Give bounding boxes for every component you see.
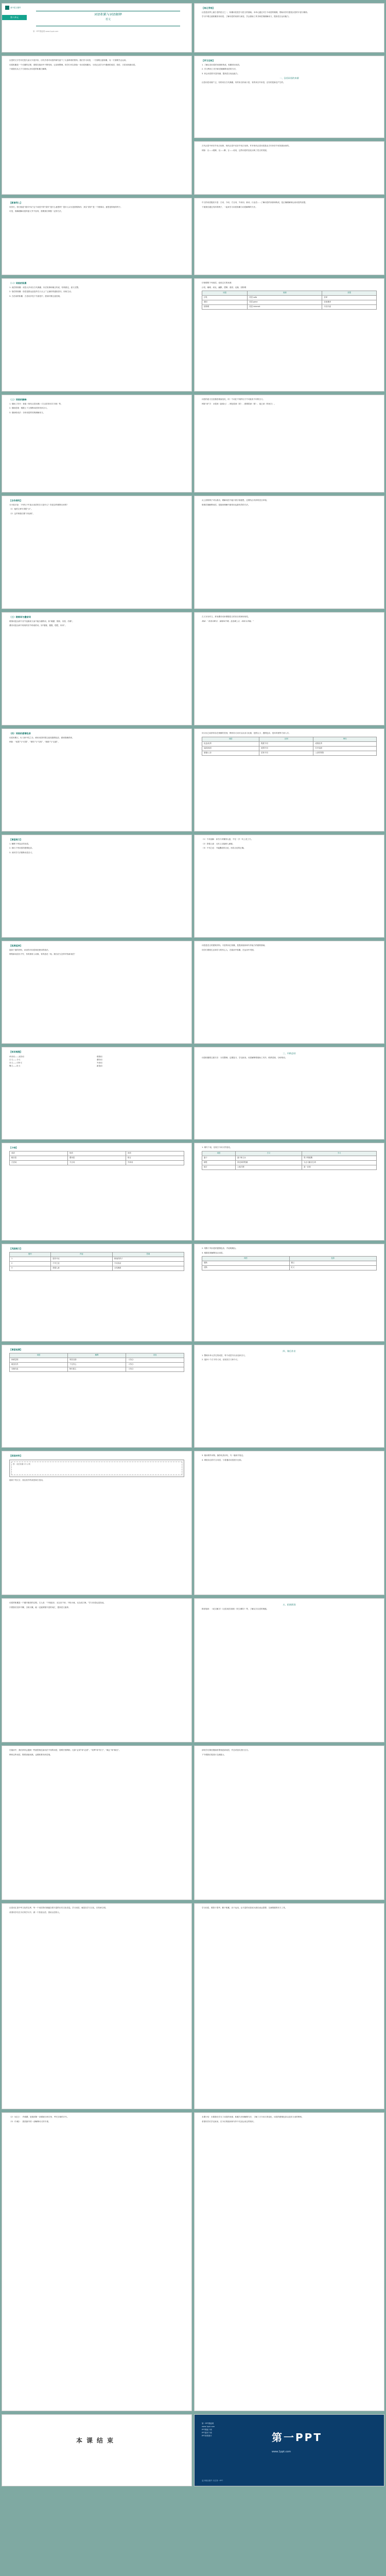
slide-36	[2, 1903, 192, 2109]
ppt-logo: 第一PPT	[272, 2431, 322, 2444]
table-cell: 武断	[202, 1266, 290, 1270]
paragraph: 词语积累要注重方法：分类整理、定期复习、学以致用。词语解释要借助工具书、联系语境、分析构词。	[202, 1056, 287, 1059]
lesson-title: 词语积累与词语解释	[94, 13, 122, 16]
paragraph: 3. 用所学方法推断词语含义。	[9, 851, 34, 854]
slide-end	[2, 2414, 192, 2486]
slide-ppt-ad	[194, 2414, 384, 2486]
slide-heading: （四）词语的感情色彩	[9, 732, 31, 735]
end-title: 本课结束	[76, 2437, 117, 2444]
paragraph: 希望同学们学以致用，在今后的阅读和写作中灵活运用这些知识。	[202, 2120, 256, 2123]
slide-heading: （二）词语的解释	[9, 398, 27, 401]
table-cell: 3	[10, 1266, 51, 1270]
table-header: 例句	[313, 737, 377, 741]
paragraph: 汉语是世界上最古老的语言之一，积累词语是学习语文的基础。本单元通过对古今词语的梳理，帮助同学们感受汉语的丰富与精妙。	[202, 11, 309, 13]
paragraph: 2. 借助语境：根据上下文推断词语的具体含义。	[9, 407, 49, 410]
table-row	[10, 1156, 184, 1160]
data-table	[202, 1151, 377, 1170]
table-row	[202, 1156, 377, 1160]
table-cell: 英语 sofa	[248, 296, 322, 300]
slide-26	[2, 1244, 192, 1342]
table-cell: 不刊之论	[51, 1261, 113, 1266]
slide-heading: （一）词语的积累	[9, 282, 27, 284]
list-item: 2. 学习利用工具书和语境解释词语的方法。	[202, 68, 238, 71]
ad-link[interactable]: PPT背景图片	[202, 2435, 212, 2437]
slide-heading: 【学习目标】	[202, 59, 215, 62]
slide-09	[194, 278, 384, 392]
table-row	[202, 305, 377, 310]
table-cell: 差强人意	[51, 1266, 113, 1270]
paragraph: 请同学们课后继续收集易混淆词语，并尝试造句进行区分。	[202, 1749, 250, 1751]
paragraph: 例如：目——眼睛，足——脚，言——说话，这些词语的变化反映了语言的发展。	[202, 149, 269, 151]
paragraph: 阅读下面的材料，谈谈你对词语规范使用的看法。	[9, 948, 50, 951]
subject-tag: 语文	[105, 18, 111, 21]
table-row	[202, 300, 377, 305]
list-item: 古义——今义	[9, 1058, 21, 1061]
table-cell: 不可改动	[112, 1261, 184, 1266]
list-item: 1. 了解汉语词语的来源和构成，积累常用词语。	[202, 63, 241, 66]
slide-25	[194, 1143, 384, 1241]
slide-17	[194, 728, 384, 832]
data-table	[9, 1353, 184, 1372]
paragraph: 3. 借助构词法：分析词语的结构理解词义。	[9, 411, 45, 414]
slide-32	[2, 1598, 192, 1742]
table-cell: 惯用语	[68, 1156, 126, 1160]
table-cell: 局面/场面	[202, 746, 259, 751]
paragraph: 同学们要做生活和学习的有心人，在阅读中积累，在运用中巩固。	[202, 948, 256, 951]
table-cell: 范围不同	[259, 746, 313, 751]
table-cell: 英语 internet	[248, 305, 322, 310]
paragraph: 同义词之间常常存在细微的差别，辨析同义词可以从词义轻重、范围大小、感情色彩、语体风格等方面入手。	[202, 732, 291, 734]
paragraph: 同学们，你们知道“望洋兴叹”这个成语中的“望洋”是什么意思吗？很多人以为是望着海洋，其实“望洋”是一个联绵词，意思是仰视的样子。	[9, 206, 122, 208]
table-row	[202, 741, 377, 746]
slide-05	[194, 141, 384, 195]
paragraph: 可见，准确理解词语的意义并不容易，需要我们掌握一定的方法。	[9, 210, 63, 213]
table-cell: 《史记》	[126, 1362, 184, 1367]
slide-31	[194, 1451, 384, 1595]
paragraph: 例如“深”字：水很深（距离大）；颜色很深（浓）；感情很深（厚）；夜已深（时间久）。	[202, 402, 276, 405]
paragraph: 在阅读中，我们常常会遇到一些意思相近而用法不同的词语，需要仔细辨析。比如“必须”和“必需”，“权利”和“权力”，“截止”和“截至”。	[9, 1749, 121, 1751]
table-row	[202, 1266, 377, 1270]
ad-link-list	[202, 2422, 215, 2437]
table-header: 题号	[10, 1252, 51, 1257]
slide-02	[194, 3, 384, 53]
paragraph: 2. 判断下列词语的感情色彩，并说明理由。	[202, 1247, 238, 1249]
slide-33	[194, 1598, 384, 1742]
slide-heading: 【合作探究】	[9, 499, 23, 502]
paragraph: 联系语境解释词语，是阅读理解中最常用也最有效的方法。	[202, 503, 250, 506]
table-cell: 方言词	[68, 1160, 126, 1165]
table-row	[202, 1165, 377, 1170]
table-cell: 完璧归赵	[10, 1367, 68, 1371]
table-cell: 某一区域	[302, 1165, 376, 1170]
paragraph: （3）《尔雅》：我国最早的一部解释词义的专著。	[9, 2120, 50, 2123]
slide-14	[2, 612, 192, 725]
slide-13	[194, 496, 384, 609]
table-cell: 妻子和儿女	[236, 1156, 302, 1160]
paragraph: 1. 借助工具书：查阅《现代汉语词典》《古汉语常用字字典》等。	[9, 402, 63, 405]
paragraph: 本课小结：本课我们学习了词语的来源、积累方法和解释方法，了解了古今词义的变化、词语的感情色彩以及同义词的辨析。	[202, 2116, 304, 2118]
table-cell: 半音半意	[322, 305, 377, 310]
paragraph: 1. 成语的积累：成语大多来自古代典籍、历史故事和寓言传说，结构固定，意义完整。	[9, 286, 80, 289]
table-cell: 土地方圆	[236, 1165, 302, 1170]
section-heading: 一、汉语词语的来源	[279, 77, 299, 80]
table-header: 答案	[112, 1252, 184, 1257]
table-cell: 1	[10, 1257, 51, 1261]
slide-07	[194, 198, 384, 275]
table-cell: 《史记》	[126, 1367, 184, 1371]
slide-24	[2, 1143, 192, 1241]
table-cell: 歇后语	[10, 1156, 68, 1160]
paragraph: 下面我们通过具体的例子，一起来学习词语积累与词语解释的方法。	[202, 206, 257, 208]
table-cell: 音意兼译	[322, 300, 377, 305]
paragraph: 古人写诗作文，常用叠音词来增强语言的音乐美和形象性。	[202, 616, 250, 618]
table-row	[202, 1160, 377, 1165]
slide-heading: 【小结】	[9, 1146, 18, 1149]
paragraph: 2. 俗语的积累：俗语是群众创造并在口头上广泛流传的通俗语句，形象生动。	[9, 291, 73, 293]
slide-29	[194, 1345, 384, 1448]
slide-15	[194, 612, 384, 725]
table-cell: 优良/优秀	[202, 741, 259, 746]
list-item: 联绵词	[97, 1055, 102, 1058]
paragraph: 词语有褒义、贬义和中性之分。使用词语时要注意其感情色彩，做到准确得体。	[9, 736, 74, 739]
table-header: 词语	[202, 291, 248, 296]
table-cell: 果断	[202, 1261, 290, 1266]
paragraph: 4. 调查身边的方言词语，与普通话词语进行比较。	[202, 1459, 243, 1461]
paragraph: 例如：“成果”与“后果”、“团结”与“勾结”、“鼓励”与“怂恿”。	[9, 741, 60, 743]
table-cell: 古语词	[10, 1160, 68, 1165]
table-row	[10, 1266, 184, 1270]
paragraph: 词语的积累是一个循序渐进的过程。古人说：“不积跬步，无以至千里；不积小流，无以成江海。”学习词语也是如此。	[9, 1602, 106, 1604]
table-header: 内容	[51, 1252, 113, 1257]
table-row	[10, 1367, 184, 1371]
paragraph: （2）差强人意：大体上还能使人满意。	[202, 842, 235, 845]
slide-34	[2, 1745, 192, 1900]
paragraph: 沙发、咖啡、坦克、幽默、逻辑、基因、克隆、因特网	[202, 286, 247, 289]
slide-35	[194, 1745, 384, 1900]
list-item: 叠音词	[97, 1058, 102, 1061]
slide-12	[2, 496, 192, 609]
ad-link[interactable]: PPT素材下载	[202, 2432, 212, 2434]
slide-28	[2, 1345, 192, 1448]
slide-37	[194, 1903, 384, 2109]
paragraph: 古代汉语中单音节词占优势，现代汉语中双音节词占优势。许多现代汉语词语是由古代单音节词发展而来的。	[202, 145, 291, 147]
section-heading: 四、课后作业	[283, 1350, 296, 1352]
table-row	[10, 1362, 184, 1367]
data-table	[202, 291, 377, 310]
ad-link[interactable]: www.1ppt.com	[202, 2426, 215, 2428]
table-cell: 外来词	[126, 1160, 184, 1165]
slide-16	[2, 728, 192, 832]
table-header: 区别	[259, 737, 313, 741]
slide-heading: 【新课导入】	[9, 201, 23, 204]
paragraph: 学习词语，要善于思考，勤于积累，乐于运用。让丰富的词语成为我们表达思想、交流情感的有力工具。	[202, 1907, 287, 1909]
table-cell: 成绩优秀	[313, 741, 377, 746]
table-cell: 沙发	[202, 296, 248, 300]
slide-21	[194, 941, 384, 1044]
table-cell: 打开局面	[313, 746, 377, 751]
paragraph: （1）他的文章写得很“水”。	[9, 508, 33, 511]
table-cell: 男子的配偶	[302, 1156, 376, 1160]
slide-heading: 【课堂检测】	[9, 1348, 23, 1351]
paragraph: 阅读下列文字，找出其中的成语和古语词。	[9, 1479, 45, 1481]
figure	[9, 1460, 184, 1477]
slide-38	[2, 2112, 192, 2411]
list-item: 新造词	[97, 1064, 102, 1067]
paragraph: 3. 阅读课外读物，摘抄优美词句，写一篇读书笔记。	[202, 1454, 245, 1456]
table-header: 词语	[202, 1151, 236, 1156]
paragraph: 从上面的例子可以看出，理解词语不能只看字面意思，还要结合具体的语言环境。	[202, 499, 269, 501]
paragraph: 3. 古语词的积累：古语词多见于书面语中，使用时要注意语境。	[9, 295, 62, 297]
data-table	[9, 1252, 184, 1271]
site-url: 第一PPT模板网 www.1ppt.com	[33, 30, 59, 32]
table-cell: 成语	[10, 1151, 68, 1156]
slide-heading: 【知识梳理】	[9, 1050, 23, 1053]
slide-heading: 【巩固练习】	[9, 1247, 23, 1250]
slide-heading: （三）联绵词与叠音词	[9, 616, 31, 618]
table-row	[202, 1261, 377, 1266]
list-column	[97, 1055, 179, 1067]
section-heading: 三、归纳总结	[283, 1052, 296, 1055]
list-item: 外来词	[97, 1061, 102, 1064]
paragraph: 学习中要注意积累常用词语，了解词语的来源与演变，学会借助工具书和语境理解词义，提高语言运用能力。	[202, 15, 291, 18]
paragraph: 1. 解释下列加点的词语。	[9, 842, 30, 845]
table-cell: 语体不同	[259, 751, 313, 755]
table-header: 类型	[322, 291, 377, 296]
table-cell: 俗语	[68, 1151, 126, 1156]
paragraph: 词语的意义往往随语境而变化，同一个词在不同的句子中可能有不同的含义。	[202, 398, 265, 400]
unit-tag: 第八单元	[2, 15, 27, 20]
paragraph: 网络新词层出不穷，有的被收入词典，有的昙花一现。我们应当怎样对待新词语？	[9, 953, 76, 956]
paragraph: （2）《说文》：许慎撰，是我国第一部系统分析字形、考究字源的字书。	[9, 2116, 69, 2118]
ppt-logo-sub: www.1ppt.com	[272, 2450, 291, 2453]
table-cell: 格言	[126, 1156, 184, 1160]
brand-text: 高中语文课件	[10, 7, 21, 9]
table-cell: 父亲的背影	[313, 751, 377, 755]
paragraph: 1. 整理本单元学过的成语，每个成语写出出处和含义。	[202, 1354, 247, 1357]
paragraph: 2. 选择十个古今异义词，比较其古义和今义。	[202, 1359, 239, 1361]
slide-heading: 【课堂练习】	[9, 838, 23, 841]
table-header: 解释	[68, 1353, 126, 1358]
paragraph: 叠音词是由两个相同的音节构成的词，如“姥姥、猩猩、皑皑、冉冉”。	[9, 624, 67, 627]
slide-39	[194, 2112, 384, 2411]
table-header: 来源	[248, 291, 322, 296]
data-table	[202, 1256, 377, 1270]
table-row	[202, 751, 377, 755]
table-cell: 因特网	[202, 305, 248, 310]
table-cell: 音译	[322, 296, 377, 300]
list-item: 单音词——双音词	[9, 1055, 24, 1058]
slide-10	[2, 395, 192, 493]
paragraph: 下面我们从几个方面来认识词语的积累与解释。	[9, 68, 48, 71]
table-header: 词语	[202, 1257, 290, 1261]
ad-link[interactable]: 第一PPT模板网	[202, 2422, 214, 2425]
table-cell: 破釜沉舟	[10, 1362, 68, 1367]
table-cell: 祭祀用的牲畜	[236, 1160, 302, 1165]
slide-08	[2, 278, 192, 392]
list-item: 本义——引申义	[9, 1061, 23, 1064]
list-column	[9, 1055, 92, 1067]
section-heading: 五、拓展阅读	[283, 1603, 296, 1606]
table-cell: 2	[10, 1261, 51, 1266]
paragraph: （1）不求甚解：读书只求懂得大意，不在一字一句上花工夫。	[202, 838, 253, 840]
slide-27	[194, 1244, 384, 1342]
paragraph: 分小组讨论：下列句子中加点词语的含义是什么？你是怎样推断出来的？	[9, 503, 68, 506]
paragraph: 中文的词语极其丰富：古词、今词、方言词、外来词、新词、行业语……了解词语的来源和构成，是正确理解和运用词语的前提。	[202, 201, 307, 204]
data-table	[9, 1151, 184, 1165]
table-row	[10, 1160, 184, 1165]
paragraph: 汉语的文字学历史悠久而又丰富多彩，历代学者对词语的研究留下了大量珍贵的资料。我们学习词语，一方面要注意积累，另一方面要学会运用。	[9, 59, 128, 61]
table-cell: 《史记》	[126, 1358, 184, 1362]
table-cell: 贬义	[289, 1266, 377, 1270]
paragraph: （3）不刊之论：不能删改的言论，形容言论的正确。	[202, 847, 245, 850]
brand-logo-icon	[5, 6, 9, 10]
table-cell: 程度不同	[259, 741, 313, 746]
table-cell: 刻苦自励	[68, 1358, 126, 1362]
table-cell: 褒义	[289, 1261, 377, 1266]
slide-heading: 【拓展延伸】	[9, 944, 23, 947]
slide-30	[2, 1451, 192, 1595]
slide-11	[194, 395, 384, 493]
slide-04	[194, 56, 384, 138]
table-row	[202, 296, 377, 300]
paragraph: 3. 根据语境解释加点词语。	[202, 1251, 225, 1254]
paragraph: 1. 填写下表，比较古今词义的变化。	[202, 1146, 232, 1148]
table-cell: 英语 gene	[248, 300, 322, 305]
table-cell: 妻子	[202, 1156, 236, 1160]
table-header: 出处	[126, 1353, 184, 1358]
list-row	[9, 1055, 184, 1067]
paragraph: （2）这件事我们要“冷处理”。	[9, 512, 35, 515]
table-cell: 仰视的样子	[112, 1257, 184, 1261]
slide-cover	[2, 3, 192, 53]
table-header: 色彩	[289, 1257, 377, 1261]
paragraph: 例如：“青青河畔草，郁郁园中柳。盈盈楼上女，皎皎当窗牖。”	[202, 620, 254, 622]
paragraph: 2. 指出下列词语的感情色彩。	[9, 847, 34, 850]
table-cell: 谚语	[126, 1151, 184, 1156]
list-item: 3. 体会词语的丰富内涵，提高语言表达能力。	[202, 72, 239, 75]
paragraph: 汉语词语来源广泛，有的来自古代典籍，有的来自民间口语，有的来自外来语，还有的是新近产生的。	[202, 81, 285, 83]
table-cell: 卧薪尝胆	[10, 1358, 68, 1362]
table-cell: 物归原主	[68, 1367, 126, 1371]
slide-03	[2, 56, 192, 195]
paragraph: 词语积累是一个长期的过程，需要在阅读中不断发现、记录和整理。同学们可以准备一本词语积累本，分类记录学习中遇到的成语、俗语、古语词和新词语。	[9, 63, 137, 66]
data-table	[202, 737, 377, 756]
table-row	[10, 1261, 184, 1266]
paragraph: 仔细观察下列词语，说说它们的来源：	[202, 282, 234, 284]
paragraph: 词语是语言的建筑材料。丰富的词汇积累，是提高阅读和写作能力的重要基础。	[202, 944, 267, 946]
slide-19	[194, 835, 384, 938]
table-cell: 爸爸/父亲	[202, 751, 259, 755]
paragraph: 推荐阅读：《说文解字》《汉语成语词典》《咬文嚼字》等，了解汉字汉语的奥秘。	[202, 1607, 269, 1610]
list-item: 褒义——贬义	[9, 1064, 21, 1067]
paragraph: 希望同学们在今后的学习中，做一个热爱汉语、善用汉语的人。	[9, 1911, 61, 1913]
table-row	[10, 1151, 184, 1156]
paragraph: 汉语词汇是中华文化的宝库，每一个词语背后都蕴含着丰富的历史文化信息。学习词语，就是在学习文化，在传承文明。	[9, 1907, 108, 1909]
table-cell: 望洋兴叹	[51, 1257, 113, 1261]
table-row	[202, 746, 377, 751]
table-row	[10, 1257, 184, 1261]
paragraph: 辨析这些词语，既要查阅词典，也要联系具体语境。	[9, 1753, 52, 1756]
table-cell: 下定决心	[68, 1362, 126, 1367]
slide-20	[2, 941, 192, 1044]
table-row	[10, 1358, 184, 1362]
title-box	[36, 11, 180, 26]
table-header: 词语	[10, 1353, 68, 1358]
table-cell: 为正义献出生命	[302, 1160, 376, 1165]
slide-22	[2, 1047, 192, 1140]
table-header: 今义	[302, 1151, 376, 1156]
table-header: 词语	[202, 737, 259, 741]
figure-caption: 图：词语积累卡片示例	[11, 1462, 182, 1475]
slide-18	[2, 835, 192, 938]
paragraph: 联绵词是由两个音节连缀成义而不能分割的词，如“踌躇、徘徊、彷徨、仿佛”。	[9, 620, 74, 622]
paragraph: 下节课我们将进行交流展示。	[202, 1753, 226, 1756]
brand	[5, 6, 21, 10]
paragraph: 只要我们坚持不懈，日积月累，就一定能掌握丰富的词汇，提高语文素养。	[9, 1606, 71, 1608]
slide-06	[2, 198, 192, 275]
ad-link[interactable]: PPT模板下载	[202, 2429, 212, 2431]
slide-heading: 【阅读材料】	[9, 1454, 23, 1457]
table-header: 古义	[236, 1151, 302, 1156]
table-cell: 牺牲	[202, 1160, 236, 1165]
slide-heading: 【单元导语】	[202, 7, 215, 9]
table-cell: 基因	[202, 300, 248, 305]
table-cell: 地方	[202, 1165, 236, 1170]
table-cell: 大体满意	[112, 1266, 184, 1270]
ad-footer: 更多精品课件 尽在第一PPT	[202, 2480, 223, 2482]
slide-23	[194, 1047, 384, 1140]
